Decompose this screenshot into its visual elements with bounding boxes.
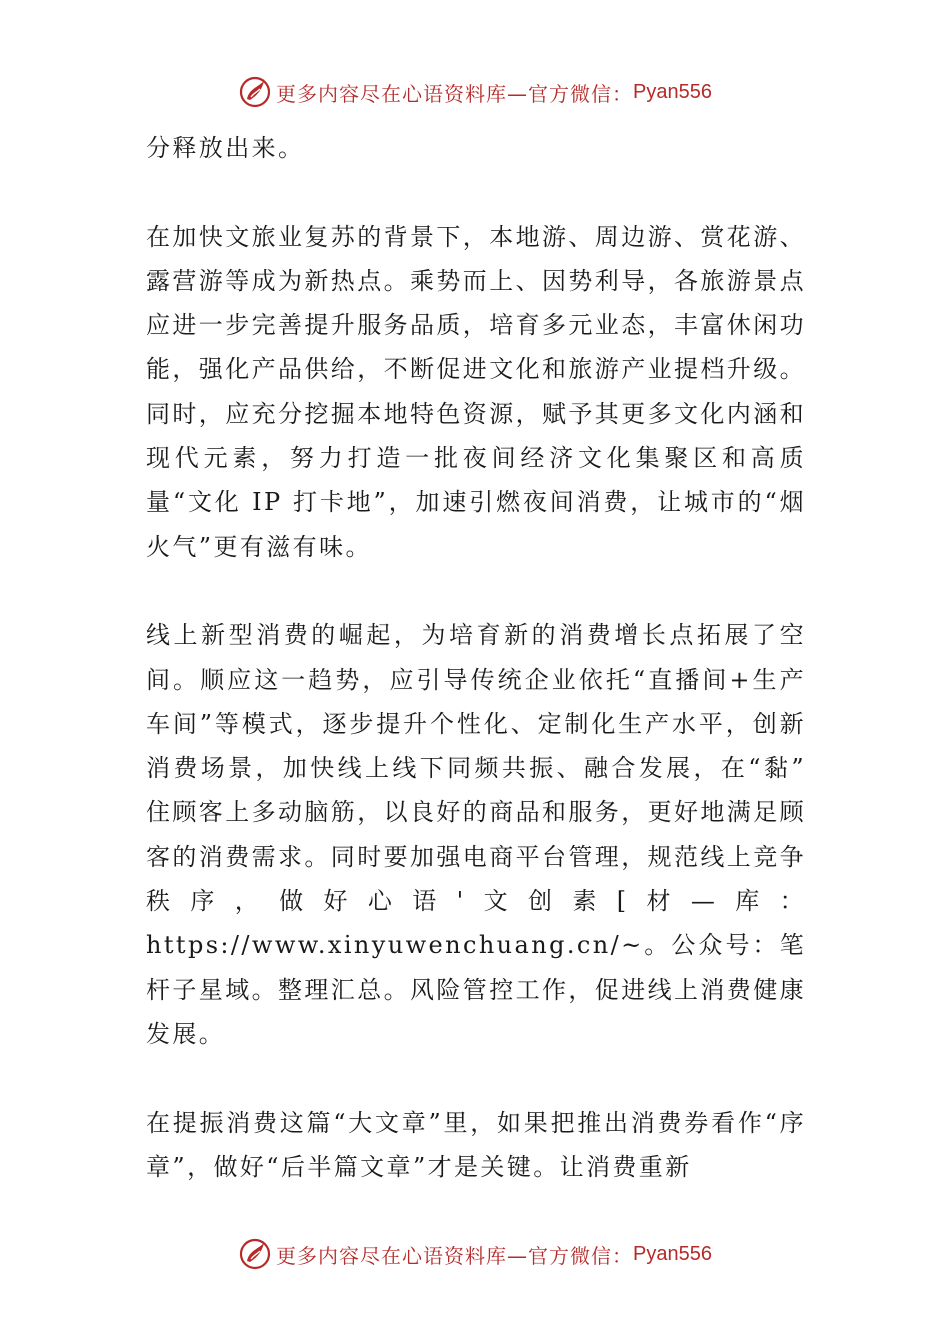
paragraph: 在加快文旅业复苏的背景下，本地游、周边游、赏花游、露营游等成为新热点。乘势而上、因势利导，各旅游景点应进一步完善提升服务品质，培育多元业态，丰富休闲功能，强化产品供给，不断促进文化和旅游产业提档升级。同时，应充分挖掘本地特色资源，赋予其更多文化内涵和现代元素，努力打造一批夜间经济文化集聚区和高质量“文化 IP 打卡地”，加速引燃夜间消费，让城市的“烟火气”更有滋有味。: [146, 222, 806, 561]
paragraph: 线上新型消费的崛起，为培育新的消费增长点拓展了空间。顺应这一趋势，应引导传统企业依托“直播间+生产车间”等模式，逐步提升个性化、定制化生产水平，创新消费场景，加快线上线下同频共振、融合发展，在“黏” 住顾客上多动脑筋，以良好的商品和服务，更好地满足顾客的消费需求。同时要加强电商平台管理，规范线上竞争秩序，做好心语'文创素[材—库：https://www.xinyuwenchuang.cn/~。公众号：笔杆子星域。整理汇总。风险管控工作，促进线上消费健康发展。: [146, 621, 806, 1048]
header-watermark: [0, 72, 950, 112]
paragraph: 在提振消费这篇“大文章”里，如果把推出消费券看作“序章”，做好“后半篇文章”才是关键。让消费重新: [146, 1108, 806, 1181]
flame-logo-icon: [238, 1237, 272, 1271]
footer-id: Pyan556: [633, 1242, 712, 1265]
header-id: Pyan556: [633, 80, 712, 103]
article-body: [146, 126, 806, 1189]
header-text: 更多内容尽在心语资料库—官方微信：: [276, 81, 634, 106]
footer-watermark: [0, 1234, 950, 1274]
flame-logo-icon: [238, 75, 272, 109]
paragraph: 分释放出来。: [146, 134, 305, 162]
footer-text: 更多内容尽在心语资料库—官方微信：: [276, 1243, 634, 1268]
